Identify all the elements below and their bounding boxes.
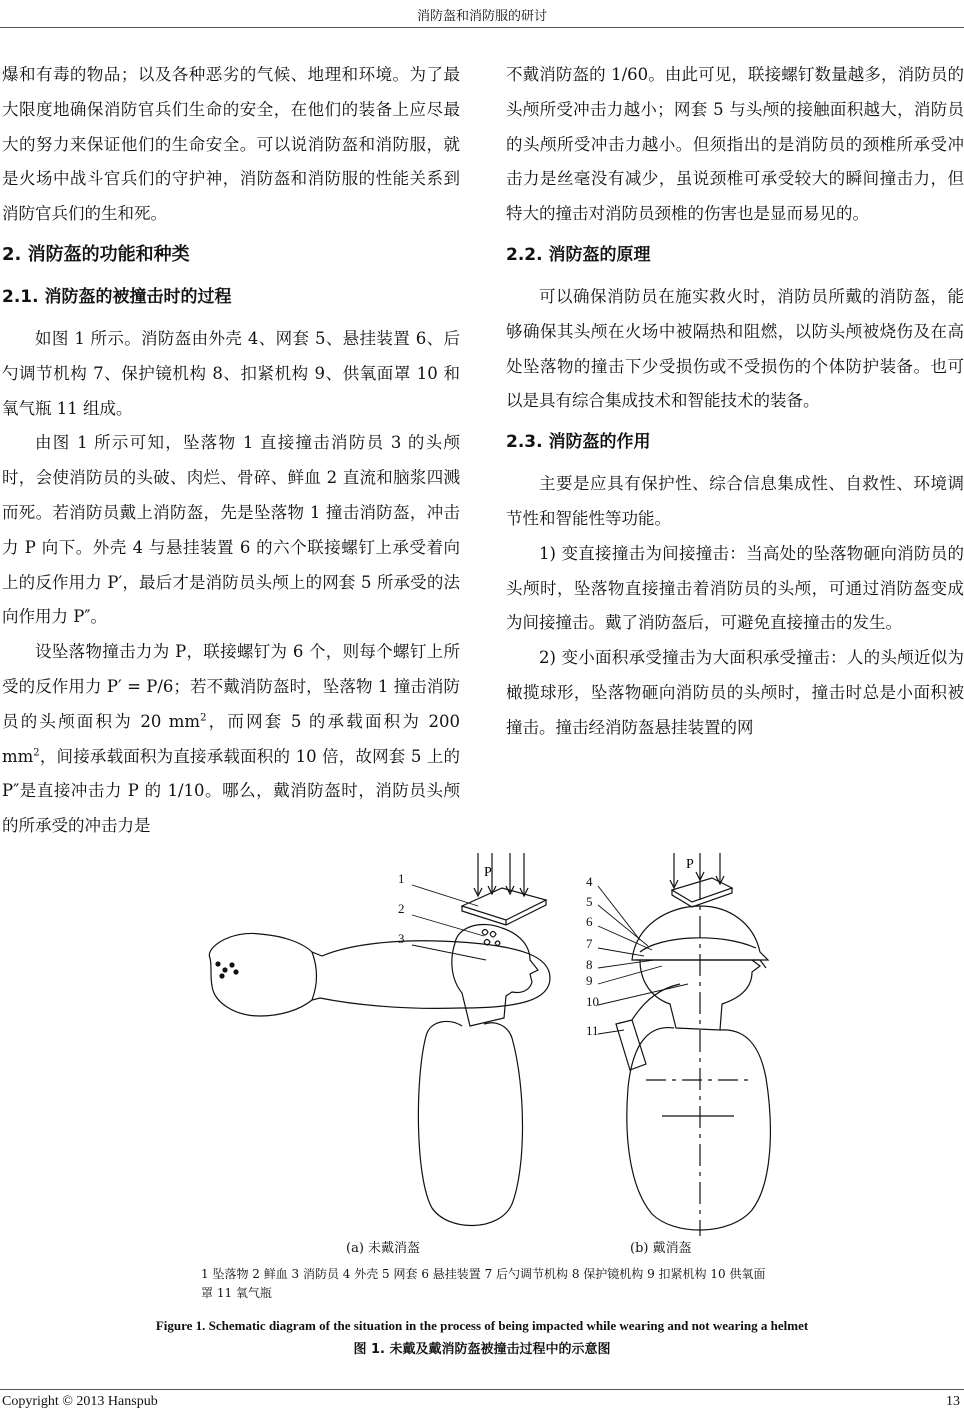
text-run: 设坠落物撞击力为 P，联接螺钉为 6 个，则每个螺钉上所受的反作用力 P′ = P/6；若不戴消防盔时，坠落物 1 撞击消防员的头颅面积为 20 mm (2, 642, 460, 731)
label-9: 9 (586, 973, 593, 988)
paragraph (2, 635, 460, 844)
falling-object-a (462, 888, 546, 925)
page-number: 13 (946, 1394, 960, 1409)
firefighter-head-a (452, 924, 538, 1026)
figure-caption-zh: 图 1. 未戴及戴消防盔被撞击过程中的示意图 (353, 1342, 611, 1357)
paragraph: 可以确保消防员在施实救火时，消防员所戴的消防盔，能够确保其头颅在火场中被隔热和阻燃，以防头颅被烧伤及在高处坠落物的撞击下少受损伤或不受损伤的个体防护装备。也可以是具有综合集成技术和智能技术的装备。 (506, 286, 964, 411)
lying-figure (209, 933, 550, 1016)
superscript: 2 (33, 747, 40, 759)
lying-blood (216, 962, 238, 978)
body-torso-a (418, 1021, 522, 1225)
paragraph: 如图 1 所示。消防盔由外壳 4、网套 5、悬挂装置 6、后勺调节机构 7、保护镜机构 8、扣紧机构 9、供氧面罩 10 和氧气瓶 11 组成。 (2, 328, 460, 418)
copyright: Copyright © 2013 Hanspub (2, 1394, 158, 1409)
label-10: 10 (586, 994, 599, 1009)
subcaption-b: (b) 戴消盔 (630, 1241, 692, 1256)
label-3: 3 (398, 931, 405, 946)
running-head: 消防盔和消防服的研讨 (416, 9, 547, 24)
label-2: 2 (398, 901, 405, 916)
figure-caption-en: Figure 1. Schematic diagram of the situation in the process of being impacted while wearing and not wearing a helmet (155, 1318, 809, 1333)
label-6: 6 (586, 914, 593, 929)
oxygen-bottle (616, 984, 680, 1070)
paragraph: 1) 变直接撞击为间接撞击：当高处的坠落物砸向消防员的头颅时，坠落物直接撞击着消防员的头颅，可通过消防盔变成为间接撞击。戴了消防盔后，可避免直接撞击的发生。 (506, 543, 964, 633)
figure-diagram (200, 848, 780, 1238)
body-torso-b (627, 878, 771, 1236)
label-11: 11 (586, 1023, 599, 1038)
figure-legend: 1 坠落物 2 鲜血 3 消防员 4 外壳 5 网套 6 悬挂装置 7 后勺调节机构 8 保护镜机构 9 扣紧机构 10 供氧面罩 11 氧气瓶 (201, 1267, 766, 1300)
label-5: 5 (586, 894, 593, 909)
paragraph: 2) 变小面积承受撞击为大面积承受撞击：人的头颅近似为橄揽球形，坠落物砸向消防员的头颅时，撞击时总是小面积被撞击。撞击经消防盔悬挂装置的网 (506, 648, 964, 737)
force-label-a: P (484, 865, 492, 880)
force-label-b: P (686, 857, 694, 872)
footer-rule (0, 1389, 964, 1390)
section-heading: 2. 消防盔的功能和种类 (2, 243, 190, 265)
superscript: 2 (200, 712, 207, 724)
subcaption-a: (a) 未戴消盔 (346, 1241, 421, 1256)
right-column (506, 58, 964, 746)
text-run: ，而网套 5 的承载面积为 200 mm (2, 711, 461, 766)
label-8: 8 (586, 957, 593, 972)
subsection-heading: 2.2. 消防盔的原理 (506, 244, 651, 265)
force-arrows-a (474, 853, 528, 896)
label-4: 4 (586, 874, 593, 889)
header-rule (0, 27, 964, 28)
blood-drops-a (482, 930, 500, 946)
subsection-heading: 2.3. 消防盔的作用 (506, 432, 651, 453)
label-1: 1 (398, 871, 405, 886)
left-column (2, 58, 460, 844)
label-7: 7 (586, 936, 593, 951)
falling-object-b (672, 878, 732, 907)
paragraph: 由图 1 所示可知，坠落物 1 直接撞击消防员 3 的头颅时，会使消防员的头破、肉烂、骨碎、鲜血 2 直流和脑浆四溅而死。若消防员戴上消防盔，先是坠落物 1 撞击消防盔，冲击力 P 向下。外壳 4 与悬挂装置 6 的六个联接螺钉上承受着向上的反作用力 P′，最后才是消防员头颅上的网套 5 所承受的法向作用力 P″。 (2, 433, 460, 627)
paragraph: 不戴消防盔的 1/60。由此可见，联接螺钉数量越多，消防员的头颅所受冲击力越小；网套 5 与头颅的接触面积越大，消防员的头颅所受冲击力越小。但须指出的是消防员的颈椎所承受冲击力是丝毫没有减少，虽说颈椎可承受较大的瞬间撞击力，但特大的撞击对消防员颈椎的伤害也是显而易见的。 (506, 65, 964, 224)
text-run: ，间接承载面积为直接承载面积的 10 倍，故网套 5 上的 P″是直接冲击力 P 的 1/10。哪么，戴消防盔时，消防员头颅的所承受的冲击力是 (2, 746, 460, 836)
paragraph: 爆和有毒的物品；以及各种恶劣的气候、地理和环境。为了最大限度地确保消防官兵们生命的安全，在他们的装备上应尽最大的努力来保证他们的生命安全。可以说消防盔和消防服，就是火场中战斗官兵们的守护神，消防盔和消防服的性能关系到消防官兵们的生和死。 (2, 65, 460, 224)
paragraph: 主要是应具有保护性、综合信息集成性、自救性、环境调节性和智能性等功能。 (506, 474, 964, 528)
subsection-heading: 2.1. 消防盔的被撞击时的过程 (2, 286, 232, 307)
